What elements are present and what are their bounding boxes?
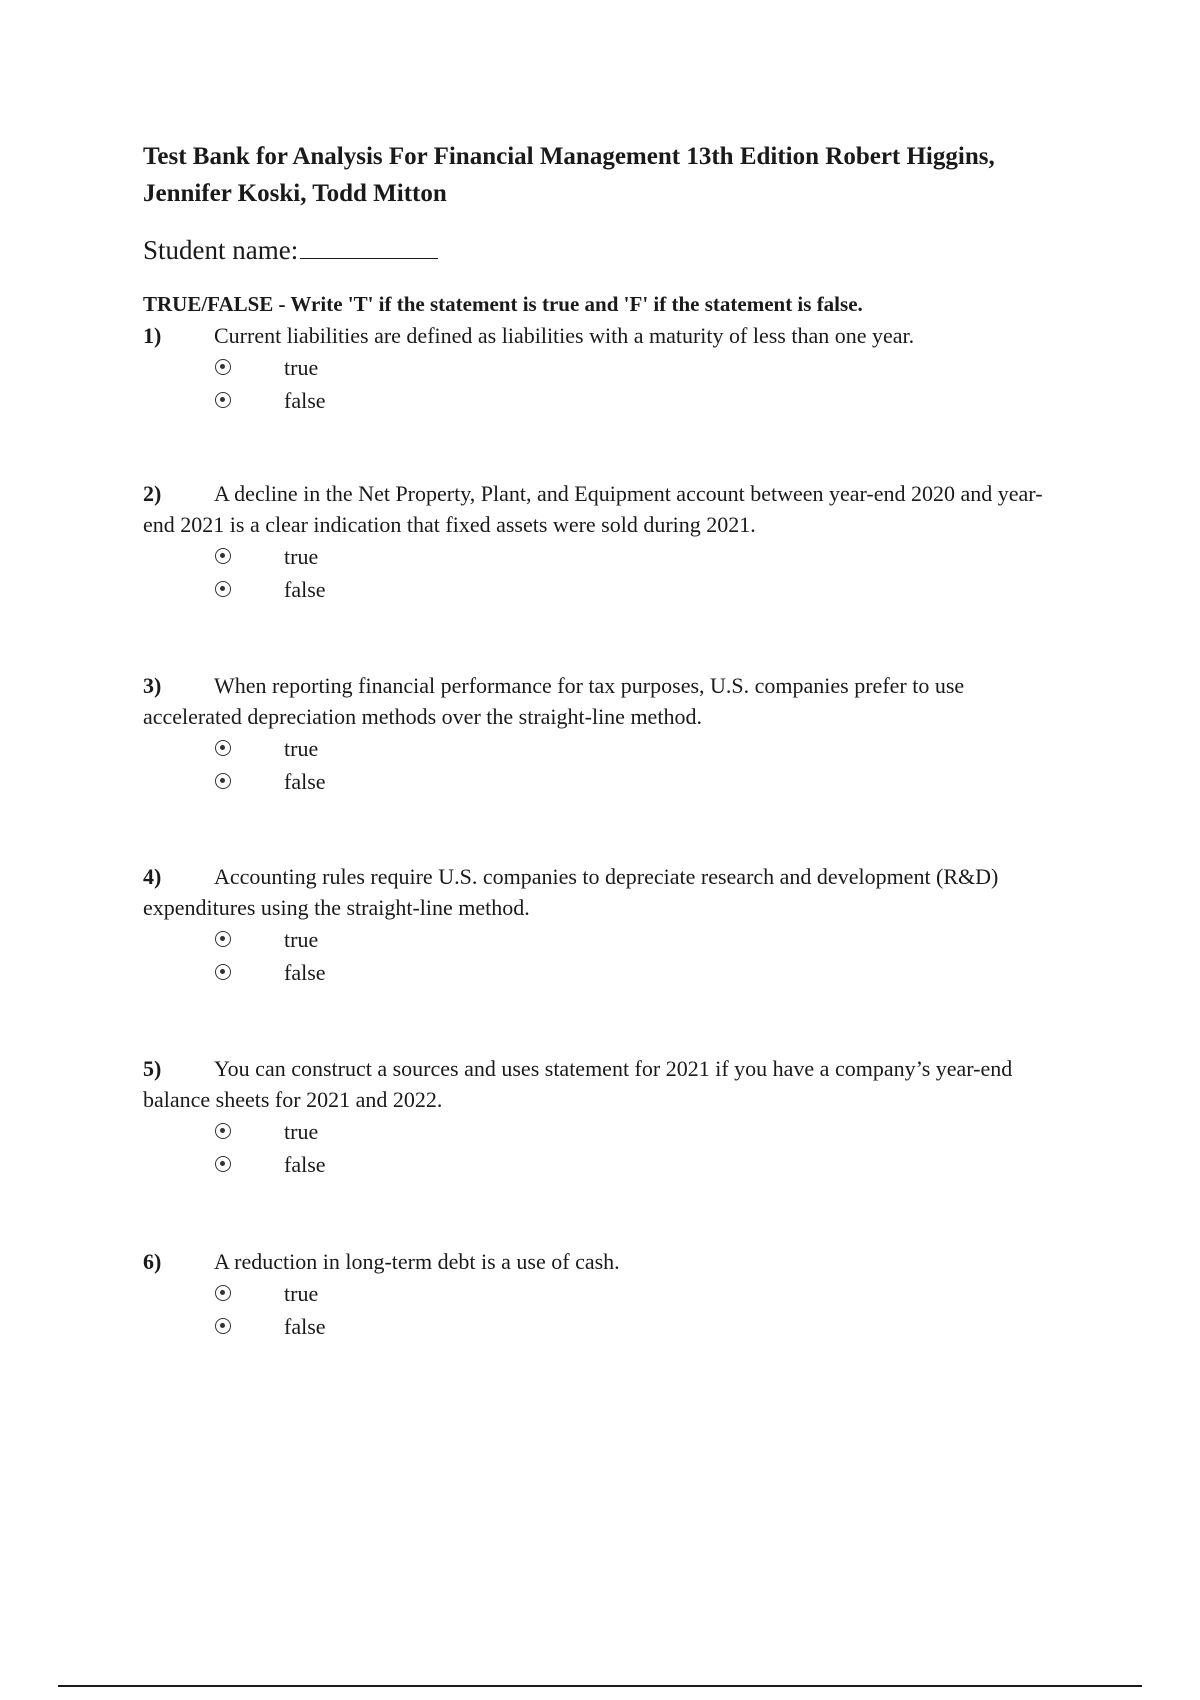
question-statement: You can construct a sources and uses statement for 2021 if you have a company’s year-end balance sheets for 2021 and 2022. <box>143 1056 1013 1112</box>
option-label: false <box>284 577 326 602</box>
question-5 <box>143 1053 1063 1181</box>
radio-button-icon[interactable] <box>215 581 231 597</box>
answer-options <box>143 1115 1063 1181</box>
question-statement: A reduction in long-term debt is a use of cash. <box>214 1249 620 1274</box>
question-3 <box>143 670 1063 798</box>
answer-options <box>143 732 1063 798</box>
option-true[interactable] <box>143 923 1063 956</box>
question-number: 5) <box>143 1056 162 1081</box>
instructions: TRUE/FALSE - Write 'T' if the statement is true and 'F' if the statement is false. <box>143 292 863 316</box>
question-number: 3) <box>143 673 162 698</box>
radio-button-icon[interactable] <box>215 964 231 980</box>
question-6 <box>143 1246 1063 1343</box>
question-statement: Current liabilities are defined as liabilities with a maturity of less than one year. <box>214 323 915 348</box>
radio-button-icon[interactable] <box>215 1285 231 1301</box>
radio-button-icon[interactable] <box>215 773 231 789</box>
student-name-blank[interactable] <box>300 232 438 259</box>
option-label: true <box>284 736 319 761</box>
radio-button-icon[interactable] <box>215 931 231 947</box>
option-label: true <box>284 927 319 952</box>
option-false[interactable] <box>143 1310 1063 1343</box>
option-true[interactable] <box>143 351 1063 384</box>
question-number: 2) <box>143 481 162 506</box>
question-statement: When reporting financial performance for tax purposes, U.S. companies prefer to use accelerated depreciation methods over the straight-line method. <box>143 673 965 729</box>
question-number: 4) <box>143 864 162 889</box>
question-statement: A decline in the Net Property, Plant, and Equipment account between year-end 2020 and year-end 2021 is a clear indication that fixed assets were sold during 2021. <box>143 481 1043 537</box>
question-statement: Accounting rules require U.S. companies to depreciate research and development (R&D) expenditures using the straight-line method. <box>143 864 999 920</box>
question-text <box>143 1053 1063 1115</box>
question-text <box>143 670 1063 732</box>
option-label: false <box>284 1152 326 1177</box>
radio-button-icon[interactable] <box>215 1318 231 1334</box>
question-4 <box>143 861 1063 989</box>
answer-options <box>143 923 1063 989</box>
option-false[interactable] <box>143 573 1063 606</box>
radio-button-icon[interactable] <box>215 1123 231 1139</box>
option-false[interactable] <box>143 384 1063 417</box>
question-number: 1) <box>143 323 162 348</box>
question-text <box>143 478 1063 540</box>
radio-button-icon[interactable] <box>215 392 231 408</box>
option-label: true <box>284 1119 319 1144</box>
option-true[interactable] <box>143 1115 1063 1148</box>
footer-divider <box>58 1685 1142 1687</box>
question-1 <box>143 320 1063 417</box>
question-text <box>143 861 1063 923</box>
student-name-field <box>143 232 438 267</box>
question-text <box>143 320 1063 351</box>
option-true[interactable] <box>143 732 1063 765</box>
radio-button-icon[interactable] <box>215 740 231 756</box>
answer-options <box>143 1277 1063 1343</box>
option-label: false <box>284 769 326 794</box>
option-label: false <box>284 388 326 413</box>
option-label: true <box>284 355 319 380</box>
question-text <box>143 1246 1063 1277</box>
option-false[interactable] <box>143 765 1063 798</box>
radio-button-icon[interactable] <box>215 548 231 564</box>
option-label: false <box>284 1314 326 1339</box>
student-name-label: Student name: <box>143 235 299 265</box>
option-label: false <box>284 960 326 985</box>
answer-options <box>143 540 1063 606</box>
option-false[interactable] <box>143 1148 1063 1181</box>
document-title: Test Bank for Analysis For Financial Management 13th Edition Robert Higgins, Jennifer Koski, Todd Mitton <box>143 143 995 207</box>
option-false[interactable] <box>143 956 1063 989</box>
radio-button-icon[interactable] <box>215 359 231 375</box>
option-true[interactable] <box>143 540 1063 573</box>
radio-button-icon[interactable] <box>215 1156 231 1172</box>
answer-options <box>143 351 1063 417</box>
option-label: true <box>284 1281 319 1306</box>
question-2 <box>143 478 1063 606</box>
option-label: true <box>284 544 319 569</box>
option-true[interactable] <box>143 1277 1063 1310</box>
question-number: 6) <box>143 1249 162 1274</box>
